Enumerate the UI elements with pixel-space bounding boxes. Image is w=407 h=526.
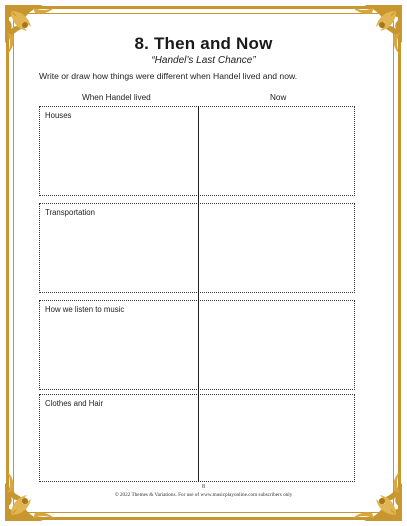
section-transportation[interactable] (39, 203, 355, 293)
page-number: 8 (202, 484, 205, 490)
page-title: 8. Then and Now (134, 34, 273, 53)
copyright-notice: © 2022 Themes & Variations. For use of www.musicplayonline.com subscribers only (114, 492, 293, 498)
section-listen-to-music[interactable] (39, 300, 355, 390)
section-label: Clothes and Hair (45, 399, 104, 408)
column-header-then: When Handel lived (82, 93, 151, 102)
section-label: Transportation (45, 208, 95, 217)
section-houses[interactable] (39, 106, 355, 196)
page-subtitle: “Handel’s Last Chance” (151, 55, 256, 66)
column-divider (198, 106, 199, 482)
section-clothes-and-hair[interactable] (39, 394, 355, 482)
column-header-now: Now (270, 93, 287, 102)
section-label: Houses (45, 111, 72, 120)
section-label: How we listen to music (45, 305, 125, 314)
instruction-text: Write or draw how things were different when Handel lived and now. (39, 71, 298, 81)
